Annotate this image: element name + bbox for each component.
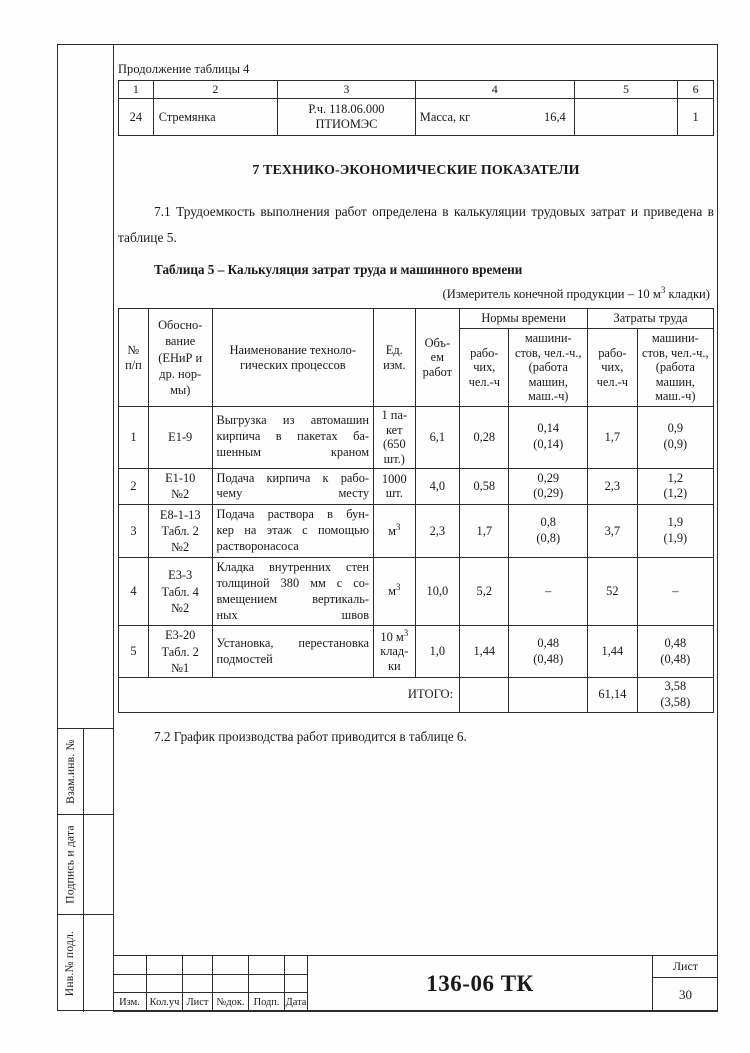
row-cost-machinists [637, 557, 713, 626]
header-norm-mash-l1: машини- [524, 330, 572, 345]
row-process-line1: Подача раствора в бун- [216, 507, 370, 522]
row-unit-line2: клад- [380, 644, 409, 659]
table-4-continuation [118, 80, 714, 136]
row-parameter-label: Масса, кг [419, 109, 471, 124]
sheet-info [653, 956, 718, 1012]
row-code [278, 99, 416, 136]
side-stamp-strip [57, 728, 113, 1011]
row-unit [374, 626, 416, 677]
row-osnovanie-line1: Е8-1-13 [159, 507, 201, 522]
row-osnovanie-line1: Е3-20 [165, 628, 196, 643]
row-cost-mash-bot: (1,2) [663, 486, 688, 501]
row-osnovanie [148, 407, 212, 469]
row-volume: 6,1 [415, 407, 460, 469]
page-content [118, 52, 714, 745]
document-code: 136-06 ТК [308, 956, 653, 1012]
row-norm-machinists [509, 557, 588, 626]
row-cost-machinists [637, 407, 713, 469]
header-group-labor-costs: Затраты труда [588, 309, 714, 329]
col-number-5: 5 [574, 81, 678, 99]
row-index: 2 [119, 468, 149, 505]
table-total-row [119, 677, 714, 712]
row-norm-workers: 1,44 [460, 626, 509, 677]
col-number-6: 6 [678, 81, 714, 99]
side-label-signature-text: Подпись и дата [63, 825, 77, 904]
header-norm-workers-l3: чел.-ч [468, 374, 500, 389]
row-unit-line1: 1000 [381, 471, 407, 486]
header-name-l2: гических процессов [239, 357, 346, 372]
row-process-name [212, 626, 374, 677]
header-cost-mash-l1: машини- [651, 330, 699, 345]
measure-note [118, 287, 714, 302]
header-cost-mash-l5: маш.-ч) [655, 389, 696, 404]
row-osnovanie [148, 557, 212, 626]
header-norm-mash-l3: (работа [528, 360, 568, 375]
row-osnovanie-line3: №1 [171, 660, 190, 675]
row-norm-workers: 0,58 [460, 468, 509, 505]
header-unit-l2: изм. [383, 357, 406, 372]
header-cost-mash-l3: (работа [655, 360, 695, 375]
row-osnovanie-line2: Табл. 2 [161, 524, 199, 539]
tb-cell-r1c4 [213, 956, 249, 975]
row-norm-workers: 0,28 [460, 407, 509, 469]
table4-caption: Продолжение таблицы 4 [118, 62, 250, 76]
title-block [113, 955, 718, 1011]
header-name-l1: Наименование технолo- [229, 343, 356, 358]
paragraph-7-1: 7.1 Трудоемкость выполнения работ определена в калькуляции трудовых затрат и приведена в таблице 5. [118, 204, 714, 246]
header-osnovanie [148, 309, 212, 407]
header-group-time-norms: Нормы времени [460, 309, 588, 329]
measure-note-post: кладки) [665, 287, 710, 302]
side-field-inv [84, 915, 113, 1012]
row-cost-mash-top: 1,9 [667, 515, 684, 530]
row-unit-line1: $м^3$ [388, 582, 401, 599]
tb-cell-r2c6 [285, 975, 308, 994]
row-unit-line1: $м^3$ [388, 521, 401, 538]
row-norm-mash-bot: (0,14) [533, 437, 564, 452]
header-osn-l2: вание [165, 334, 196, 349]
row-norm-workers: 1,7 [460, 505, 509, 558]
row-cost-mash-bot: (0,48) [660, 651, 691, 666]
table5-caption: Таблица 5 – Калькуляция затрат труда и машинного времени [154, 262, 523, 278]
total-cost-workers: 61,14 [588, 677, 638, 712]
header-cost-mash-l2: стов, чел.-ч., [642, 345, 709, 360]
row-osnovanie-line3: №2 [171, 600, 190, 615]
row-process-line4: ных швов [216, 607, 370, 622]
tb-cell-r2c3 [183, 975, 213, 994]
measure-note-pre: (Измеритель конечной продукции – 10 м [442, 287, 661, 302]
row-osnovanie-line2: №2 [171, 487, 190, 502]
title-block-revision-grid [113, 956, 308, 1012]
table-row [119, 626, 714, 677]
row-cost-workers: 3,7 [588, 505, 638, 558]
tb-cell-r1c5 [249, 956, 285, 975]
table-row [119, 81, 714, 99]
row-process-line2: кирпича в пакетах ба- [216, 429, 370, 444]
row-norm-machinists [509, 505, 588, 558]
tb-cell-r2c5 [249, 975, 285, 994]
tb-cell-r2c2 [147, 975, 183, 994]
tb-col-podp: Подп. [249, 993, 285, 1012]
tb-col-ndok: №док. [213, 993, 249, 1012]
tb-cell-r1c6 [285, 956, 308, 975]
table-row [119, 557, 714, 626]
row-process-line3: растворонасоса [216, 539, 299, 554]
row-cost-mash-bot: (0,9) [663, 437, 688, 452]
tb-cell-r2c4 [213, 975, 249, 994]
row-unit [374, 557, 416, 626]
row-cost-machinists [637, 626, 713, 677]
row-cost-mash-top: – [672, 583, 679, 598]
header-osn-l5: мы) [170, 382, 191, 397]
header-unit-l1: Ед. [385, 343, 403, 358]
row-cost-machinists [637, 468, 713, 505]
table-row [119, 505, 714, 558]
total-cost-mash-bot: (3,58) [660, 694, 691, 709]
row-code-line1: Р.ч. 118.06.000 [308, 101, 385, 116]
row-norm-machinists [509, 626, 588, 677]
row-index: 3 [119, 505, 149, 558]
row-process-name [212, 557, 374, 626]
row-volume: 1,0 [415, 626, 460, 677]
row-norm-machinists [509, 407, 588, 469]
paragraph-7-2: 7.2 График производства работ приводится в таблице 6. [154, 728, 467, 744]
row-cost-mash-top: 0,9 [667, 421, 684, 436]
col-number-3: 3 [278, 81, 416, 99]
header-volume-l1: Объ- [424, 335, 451, 350]
row-process-line1: Выгрузка из автомашин [216, 413, 370, 428]
row-norm-mash-bot: (0,8) [536, 531, 561, 546]
header-cost-workers-l3: чел.-ч [596, 374, 629, 389]
header-norm-mash-l4: машин, [528, 374, 568, 389]
row-index: 5 [119, 626, 149, 677]
row-unit [374, 505, 416, 558]
header-unit [374, 309, 416, 407]
header-number [119, 309, 149, 407]
row-process-line1: Кладка внутренних стен [216, 559, 370, 574]
header-norm-workers [460, 328, 509, 406]
row-unit-line4: шт.) [383, 451, 405, 466]
row-norm-mash-top: 0,14 [537, 421, 560, 436]
row-name: Стремянка [153, 99, 277, 136]
total-label: ИТОГО: [119, 677, 460, 712]
header-cost-mash-l4: машин, [655, 374, 695, 389]
side-label-signature [57, 815, 84, 915]
row-norm-mash-top: 0,8 [540, 515, 556, 530]
header-norm-mash-l2: стов, чел.-ч., [514, 345, 582, 360]
header-norm-workers-l2: чих, [473, 360, 496, 375]
row-osnovanie [148, 505, 212, 558]
row-process-name [212, 505, 374, 558]
row-col5 [574, 99, 678, 136]
table-5-labor-calculation [118, 308, 714, 712]
tb-col-koluch: Кол.уч [147, 993, 183, 1012]
row-process-name [212, 468, 374, 505]
row-osnovanie-line1: Е1-10 [165, 471, 196, 486]
side-label-inv [57, 915, 84, 1012]
tb-cell-r2c1 [113, 975, 147, 994]
tb-cell-r1c2 [147, 956, 183, 975]
row-process-line2: чему месту [216, 486, 370, 501]
table-row [119, 407, 714, 469]
measure-note-exponent: 3 [660, 285, 666, 296]
section-title: 7 ТЕХНИКО-ЭКОНОМИЧЕСКИЕ ПОКАЗАТЕЛИ [252, 163, 580, 178]
row-norm-machinists [509, 468, 588, 505]
row-cost-mash-top: 0,48 [664, 635, 687, 650]
header-norm-machinists [509, 328, 588, 406]
row-process-line1: Подача кирпича к рабо- [216, 470, 370, 485]
header-number-l1: № [127, 343, 140, 358]
row-process-line3: шенным краном [216, 445, 370, 460]
header-norm-workers-l1: рабо- [470, 345, 499, 360]
row-code-line2: ПТИОМЭС [315, 117, 378, 131]
header-volume-l3: работ [422, 364, 453, 379]
header-cost-workers-l2: чих, [601, 360, 624, 375]
header-norm-mash-l5: маш.-ч) [528, 389, 569, 404]
tb-cell-r1c1 [113, 956, 147, 975]
row-norm-workers: 5,2 [460, 557, 509, 626]
row-norm-mash-top: – [545, 583, 552, 598]
row-unit [374, 407, 416, 469]
sheet-label: Лист [653, 956, 718, 978]
row-process-line2: кер на этаж с помощью [216, 523, 370, 538]
tb-cell-r1c3 [183, 956, 213, 975]
row-osnovanie-line2: Табл. 2 [161, 644, 199, 659]
row-cost-workers: 52 [588, 557, 638, 626]
header-cost-workers-l1: рабо- [598, 345, 627, 360]
header-osn-l4: др. нор- [159, 366, 202, 381]
row-unit-line3: (650 [382, 437, 406, 452]
tb-col-izm: Изм. [113, 993, 147, 1012]
row-cost-mash-top: 1,2 [667, 470, 684, 485]
row-unit-line2: кет [385, 422, 403, 437]
table-header-row [119, 309, 714, 329]
row-unit [374, 468, 416, 505]
row-volume: 4,0 [415, 468, 460, 505]
total-norm-workers [460, 677, 509, 712]
total-cost-mash-top: 3,58 [664, 678, 687, 693]
row-cost-workers: 1,44 [588, 626, 638, 677]
row-unit-line1: 1 па- [381, 408, 408, 423]
row-cost-workers: 1,7 [588, 407, 638, 469]
table-5-body [119, 407, 714, 678]
total-norm-machinists [509, 677, 588, 712]
row-volume: 2,3 [415, 505, 460, 558]
col-number-4: 4 [415, 81, 574, 99]
row-cost-workers: 2,3 [588, 468, 638, 505]
row-cost-machinists [637, 505, 713, 558]
table-row [119, 468, 714, 505]
row-osnovanie-line1: Е3-3 [168, 568, 193, 583]
header-cost-machinists [637, 328, 713, 406]
row-index: 1 [119, 407, 149, 469]
total-cost-machinists [637, 677, 713, 712]
header-osn-l1: Обосно- [158, 318, 203, 333]
col-number-2: 2 [153, 81, 277, 99]
row-norm-mash-top: 0,48 [537, 635, 560, 650]
row-parameter [415, 99, 574, 136]
row-unit-line3: ки [387, 658, 401, 673]
row-norm-mash-top: 0,29 [537, 470, 560, 485]
row-osnovanie [148, 468, 212, 505]
side-label-vzam-text: Взам.инв. № [63, 739, 77, 804]
row-index: 4 [119, 557, 149, 626]
row-index: 24 [119, 99, 154, 136]
header-number-l2: п/п [125, 357, 142, 372]
tb-col-list: Лист [183, 993, 213, 1012]
row-cost-mash-bot: (1,9) [663, 531, 688, 546]
row-process-name [212, 407, 374, 469]
header-cost-workers [588, 328, 638, 406]
side-field-signature [84, 815, 113, 915]
row-osnovanie-line3: №2 [171, 540, 190, 555]
row-osnovanie [148, 626, 212, 677]
table-row [119, 99, 714, 136]
row-osnovanie-line1: Е1-9 [168, 430, 193, 445]
row-quantity: 1 [678, 99, 714, 136]
row-process-line3: вмещением вертикаль- [216, 591, 370, 606]
row-norm-mash-bot: (0,29) [533, 486, 564, 501]
row-process-line2: толщиной 380 мм с со- [216, 575, 370, 590]
side-label-inv-text: Инв.№ подл. [63, 930, 77, 997]
row-unit-line1: 10 $м^3$ [380, 627, 409, 644]
header-process-name [212, 309, 374, 407]
header-osn-l3: (ЕНиР и [158, 350, 203, 365]
row-parameter-value: 16,4 [544, 109, 566, 124]
header-volume-l2: ем [430, 350, 445, 365]
row-process-line2: подмостей [216, 651, 273, 666]
col-number-1: 1 [119, 81, 154, 99]
tb-col-data: Дата [285, 993, 308, 1012]
side-label-vzam [57, 729, 84, 815]
row-norm-mash-bot: (0,48) [533, 651, 564, 666]
row-osnovanie-line2: Табл. 4 [161, 584, 199, 599]
row-volume: 10,0 [415, 557, 460, 626]
side-field-vzam [84, 729, 113, 815]
row-unit-line2: шт. [385, 486, 403, 501]
row-process-line1: Установка, перестановка [216, 635, 370, 650]
header-volume [415, 309, 460, 407]
sheet-number: 30 [679, 987, 692, 1002]
